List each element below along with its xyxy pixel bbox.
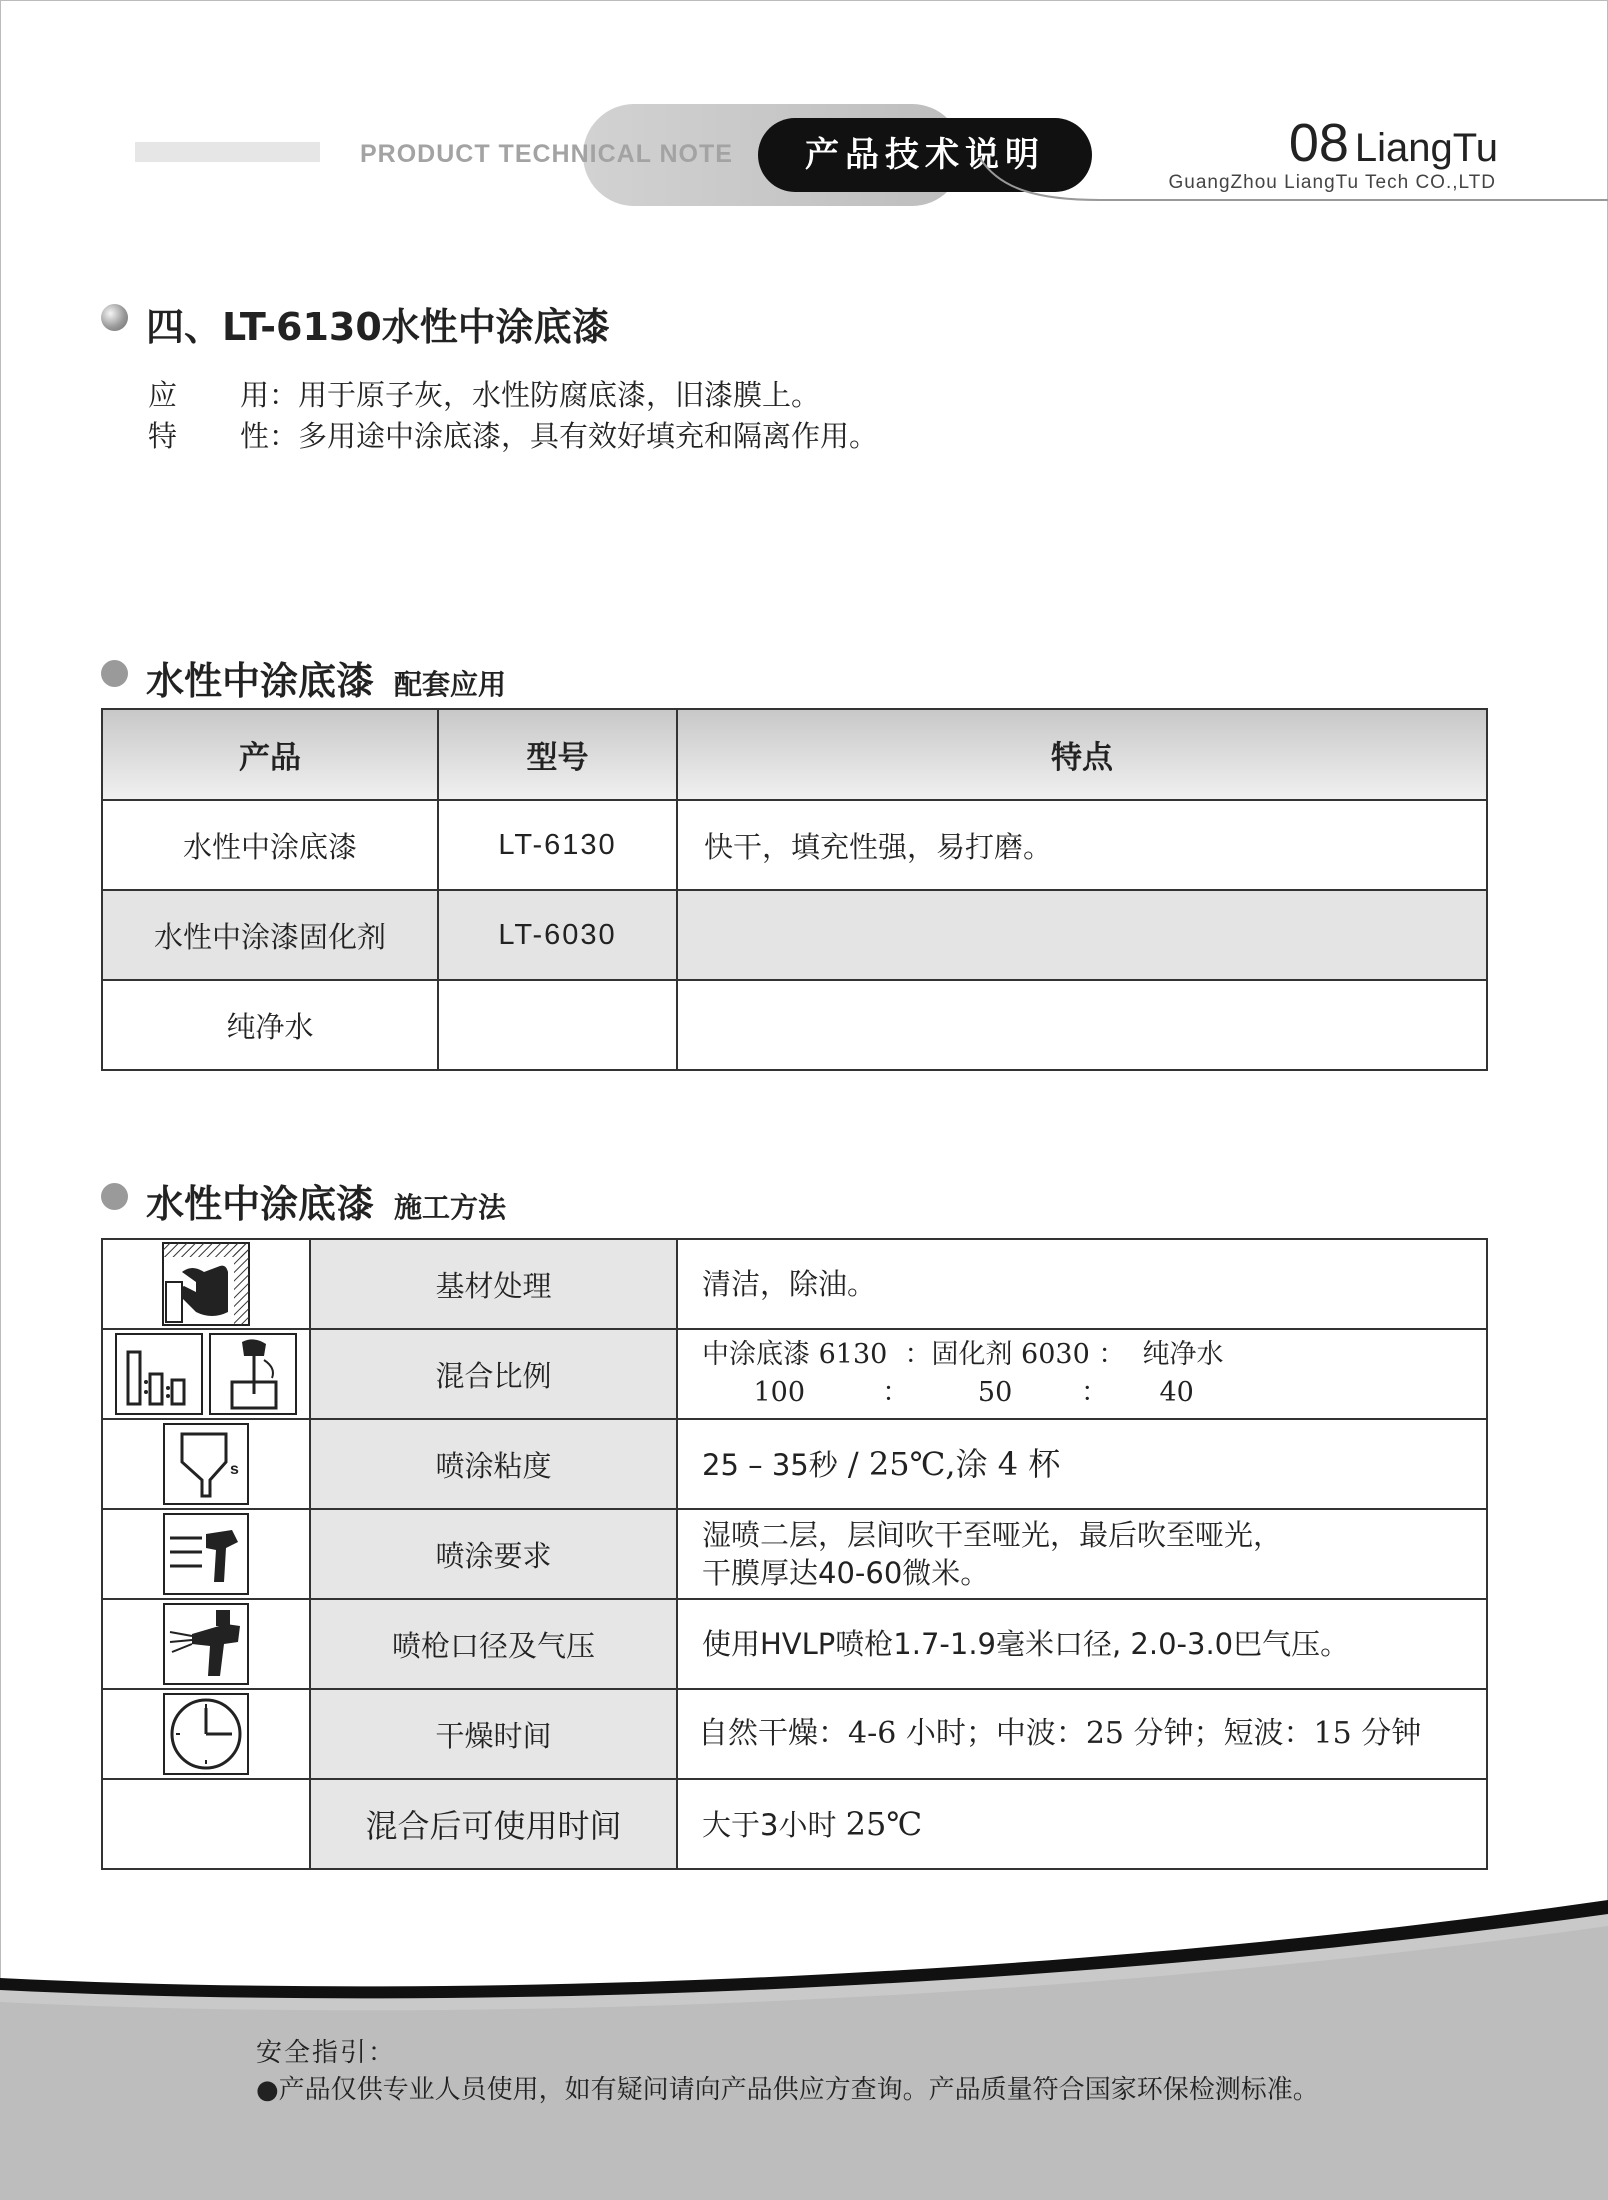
mixing-ratio-icon [114,1332,298,1416]
step-icon-cell [102,1689,310,1779]
step-desc-cell: 使用HVLP喷枪1.7-1.9毫米口径, 2.0-3.0巴气压。 [677,1599,1487,1689]
spray-gun-icon [162,1602,250,1686]
matching-heading-main: 水性中涂底漆 [146,659,375,703]
application-label-2: 用： [240,378,299,412]
step-name-cell: 混合比例 [310,1329,677,1419]
step-desc-cell: 自然干燥：4-6 小时；中波：25 分钟；短波：15 分钟 [677,1689,1487,1779]
col-header-feature: 特点 [677,709,1487,800]
header-brand [1289,112,1498,174]
col-header-product: 产品 [102,709,438,800]
step-name-cell: 干燥时间 [310,1689,677,1779]
step-desc-cell [677,1419,1487,1509]
method-heading-main: 水性中涂底漆 [146,1182,375,1226]
table-row [102,1419,1487,1509]
table-row [102,1329,1487,1419]
method-subheading: 施工方法 [394,1191,507,1224]
table-row [102,890,1487,980]
product-feature-cell [677,980,1487,1070]
product-model-cell [438,980,677,1070]
header-decor-bar [135,142,320,162]
ratio-values: 100 ： 50 ： 40 [702,1377,1194,1408]
product-feature-cell: 快干，填充性强，易打磨。 [677,800,1487,890]
header-title-cn: 产品技术说明 [758,118,1092,192]
section-bullet-icon [101,1183,128,1210]
step-icon-cell [102,1239,310,1329]
hand-wipe-icon [162,1242,250,1326]
matching-table [101,708,1488,1071]
header-subtitle-en: PRODUCT TECHNICAL NOTE [360,140,733,168]
table-row [102,1689,1487,1779]
col-header-model: 型号 [438,709,677,800]
step-icon-cell [102,1329,310,1419]
spray-layers-icon [162,1512,250,1596]
table-row [102,800,1487,890]
product-heading: 四、LT-6130水性中涂底漆 [146,305,610,349]
spray-requirement-line2: 干膜厚达40-60微米。 [702,1556,990,1590]
table-row [102,1779,1487,1869]
spray-requirement-line1: 湿喷二层，层间吹干至哑光，最后吹至哑光， [702,1518,1283,1552]
svg-text:s: s [230,1461,239,1478]
safety-text: ●产品仅供专业人员使用，如有疑问请向产品供应方查询。产品质量符合国家环保检测标准。 [256,2075,1319,2105]
step-icon-cell [102,1779,310,1869]
table-row [102,1509,1487,1599]
product-model-cell: LT-6130 [438,800,677,890]
application-row [148,373,820,414]
brand-name: LiangTu [1354,126,1498,170]
step-name-cell: 喷涂要求 [310,1509,677,1599]
product-name-cell: 水性中涂底漆 [102,800,438,890]
viscosity-cup-icon [162,1422,250,1506]
clock-icon [162,1692,250,1776]
step-icon-cell [102,1419,310,1509]
step-desc-cell [677,1779,1487,1869]
method-table [101,1238,1488,1870]
step-desc-cell: 清洁，除油。 [677,1239,1487,1329]
method-heading [146,1173,506,1228]
feature-label-1: 特 [148,419,178,453]
table-row [102,1599,1487,1689]
application-label-1: 应 [148,378,178,412]
step-icon-cell [102,1599,310,1689]
table-row [102,980,1487,1070]
page-number: 08 [1288,113,1349,173]
step-icon-cell [102,1509,310,1599]
product-name-cell: 水性中涂漆固化剂 [102,890,438,980]
pot-life-temperature: 25℃ [845,1804,923,1843]
viscosity-seconds: 25 – 35秒 [702,1447,838,1482]
step-desc-cell [677,1509,1487,1599]
viscosity-condition: / 25℃,涂 4 杯 [837,1444,1061,1483]
application-value: 用于原子灰，水性防腐底漆，旧漆膜上。 [298,378,821,412]
feature-label-2: 性： [240,419,299,453]
step-name-cell: 喷枪口径及气压 [310,1599,677,1689]
heading-bullet-icon [101,304,128,331]
step-name-cell: 混合后可使用时间 [310,1779,677,1869]
matching-heading [146,650,506,705]
product-name-cell: 纯净水 [102,980,438,1070]
product-feature-cell [677,890,1487,980]
company-name: GuangZhou LiangTu Tech CO.,LTD [1168,172,1496,193]
footer-wave-background [0,1900,1608,2200]
feature-value: 多用途中涂底漆，具有效好填充和隔离作用。 [298,419,879,453]
pot-life-value: 大于3小时 [702,1807,846,1842]
step-desc-cell [677,1329,1487,1419]
table-row [102,1239,1487,1329]
ratio-names: 中涂底漆 6130 ：固化剂 6030 ： 纯净水 [702,1339,1224,1370]
step-name-cell: 喷涂粘度 [310,1419,677,1509]
matching-table-header [102,709,1487,800]
safety-title: 安全指引： [256,2038,397,2068]
feature-row [148,414,878,455]
product-model-cell: LT-6030 [438,890,677,980]
step-name-cell: 基材处理 [310,1239,677,1329]
matching-subheading: 配套应用 [394,668,507,701]
section-bullet-icon [101,660,128,687]
